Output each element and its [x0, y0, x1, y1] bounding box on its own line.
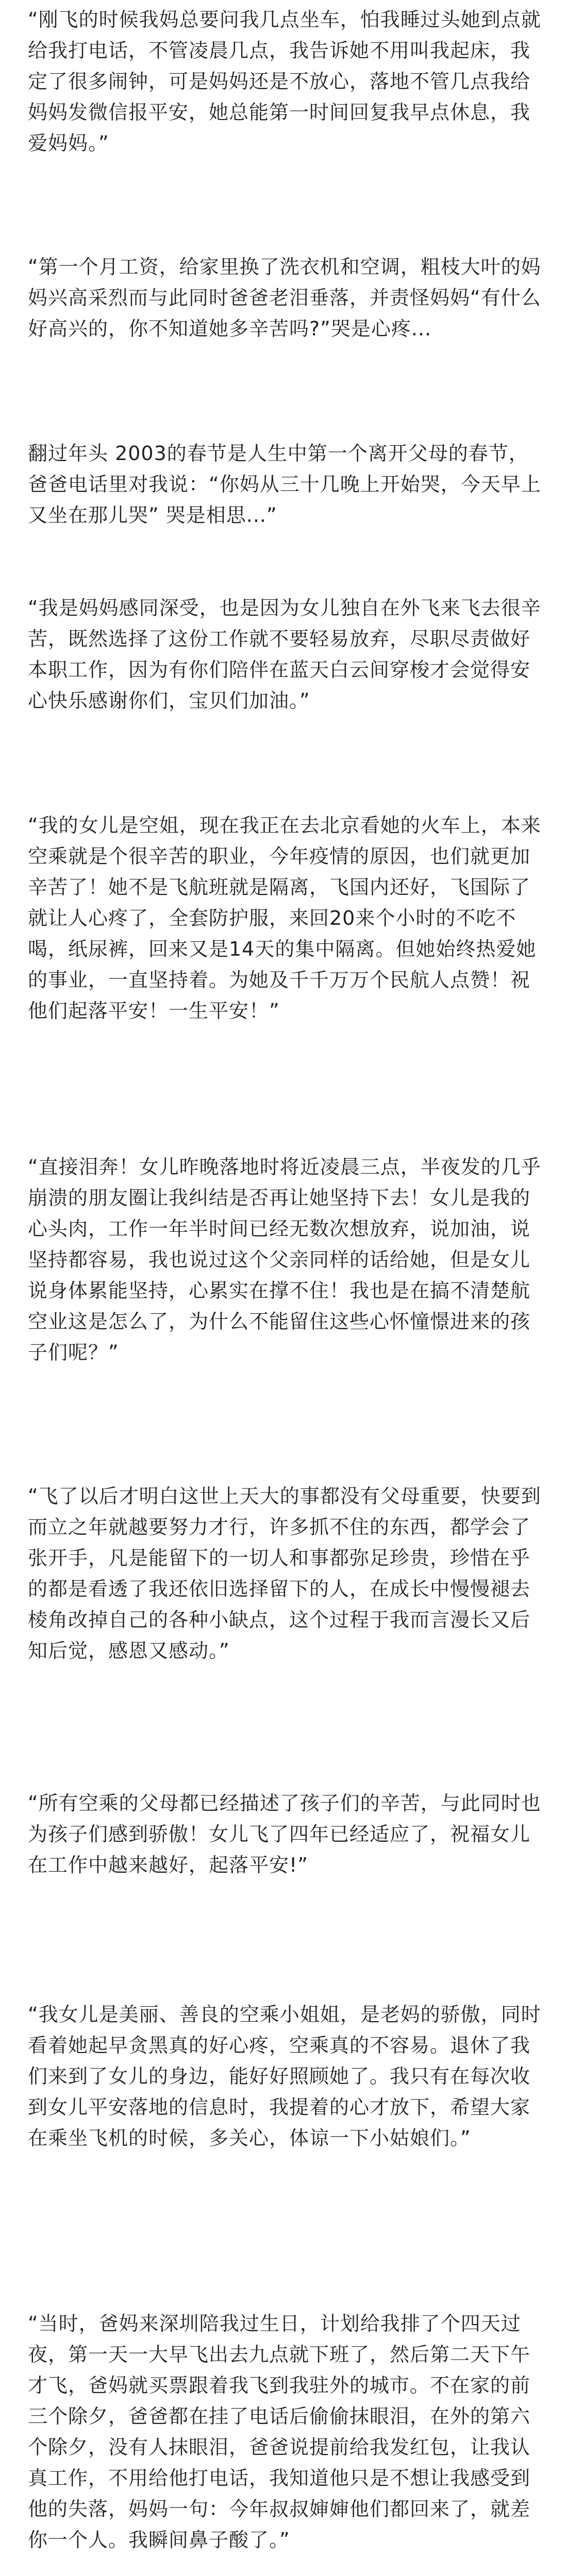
- quote-paragraph-10: “当时，爸妈来深圳陪我过生日，计划给我排了个四天过夜，第一天一大早飞出去九点就下班了，然后第二天下午才飞，爸妈就买票跟着我飞到我驻外的城市。不在家的前三个除夕，爸爸都在挂了电话后偷偷抹眼泪，在外的第六个除夕，没有人抹眼泪，爸爸说提前给我发红包，让我认真工作，不用给他打电话，我知道他只是不想让我感受到他的失落，妈妈一句：今年叔叔婶婶他们都回来了，就差你一个人。我瞬间鼻子酸了。”: [28, 2312, 531, 2551]
- quote-paragraph-7: “飞了以后才明白这世上天大的事都没有父母重要，快要到而立之年就越要努力才行，许多抓不住的东西，都学会了张开手，凡是能留下的一切人和事都弥足珍贵，珍惜在乎的都是看透了我还依旧选择留下的人，在成长中慢慢褪去棱角改掉自己的各种小缺点，这个过程于我而言漫长又后知后觉，感恩又感动。”: [28, 1485, 541, 1662]
- quote-paragraph-4: “我是妈妈感同深受，也是因为女儿独自在外飞来飞去很辛苦，既然选择了这份工作就不要轻易放弃，尽职尽责做好本职工作，因为有你们陪伴在蓝天白云间穿梭才会觉得安心快乐感谢你们，宝贝们加油。”: [28, 597, 541, 712]
- quote-paragraph-8: “所有空乘的父母都已经描述了孩子们的辛苦，与此同时也为孩子们感到骄傲！女儿飞了四年已经适应了，祝福女儿在工作中越来越好，起落平安!”: [28, 1792, 541, 1876]
- quote-paragraph-6: “直接泪奔！女儿昨晚落地时将近凌晨三点，半夜发的几乎崩溃的朋友圈让我纠结是否再让她坚持下去！女儿是我的心头肉，工作一年半时间已经无数次想放弃，说加油，说坚持都容易，我也说过这个父亲同样的话给她，但是女儿说身体累能坚持，心累实在撑不住！我也是在搞不清楚航空业这是怎么了，为什么不能留住这些心怀憧憬进来的孩子们呢？”: [28, 1156, 541, 1364]
- quote-paragraph-5: “我的女儿是空姐，现在我正在去北京看她的火车上，本来空乘就是个很辛苦的职业，今年疫情的原因，也们就更加辛苦了！她不是飞航班就是隔离，飞国内还好，飞国际了就让人心疼了，全套防护服，来回20来个小时的不吃不喝，纸尿裤，回来又是14天的集中隔离。但她始终热爱她的事业，一直坚持着。为她及千千万万个民航人点赞！祝他们起落平安！一生平安！”: [28, 814, 541, 1022]
- quote-paragraph-3: 翻过年头 2003的春节是人生中第一个离开父母的春节，爸爸电话里对我说：“你妈从三十几晚上开始哭，今天早上又坐在那儿哭” 哭是相思...”: [28, 442, 541, 527]
- quote-paragraph-2: “第一个月工资，给家里换了洗衣机和空调，粗枝大叶的妈妈兴高采烈而与此同时爸爸老泪垂落，并责怪妈妈“有什么好高兴的，你不知道她多辛苦吗?”哭是心疼...: [28, 256, 541, 340]
- quote-paragraph-9: “我女儿是美丽、善良的空乘小姐姐，是老妈的骄傲，同时看着她起早贪黑真的好心疼，空乘真的不容易。退休了我们来到了女儿的身边，能好好照顾她了。我只有在每次收到女儿平安落地的信息时，我提着的心才放下，希望大家在乘坐飞机的时候，多关心，体谅一下小姑娘们。”: [28, 2003, 541, 2149]
- quote-paragraph-1: “刚飞的时候我妈总要问我几点坐车，怕我睡过头她到点就给我打电话，不管凌晨几点，我告诉她不用叫我起床，我定了很多闹钟，可是妈妈还是不放心，落地不管几点我给妈妈发微信报平安，她总能第一时间回复我早点休息，我爱妈妈。”: [28, 8, 541, 155]
